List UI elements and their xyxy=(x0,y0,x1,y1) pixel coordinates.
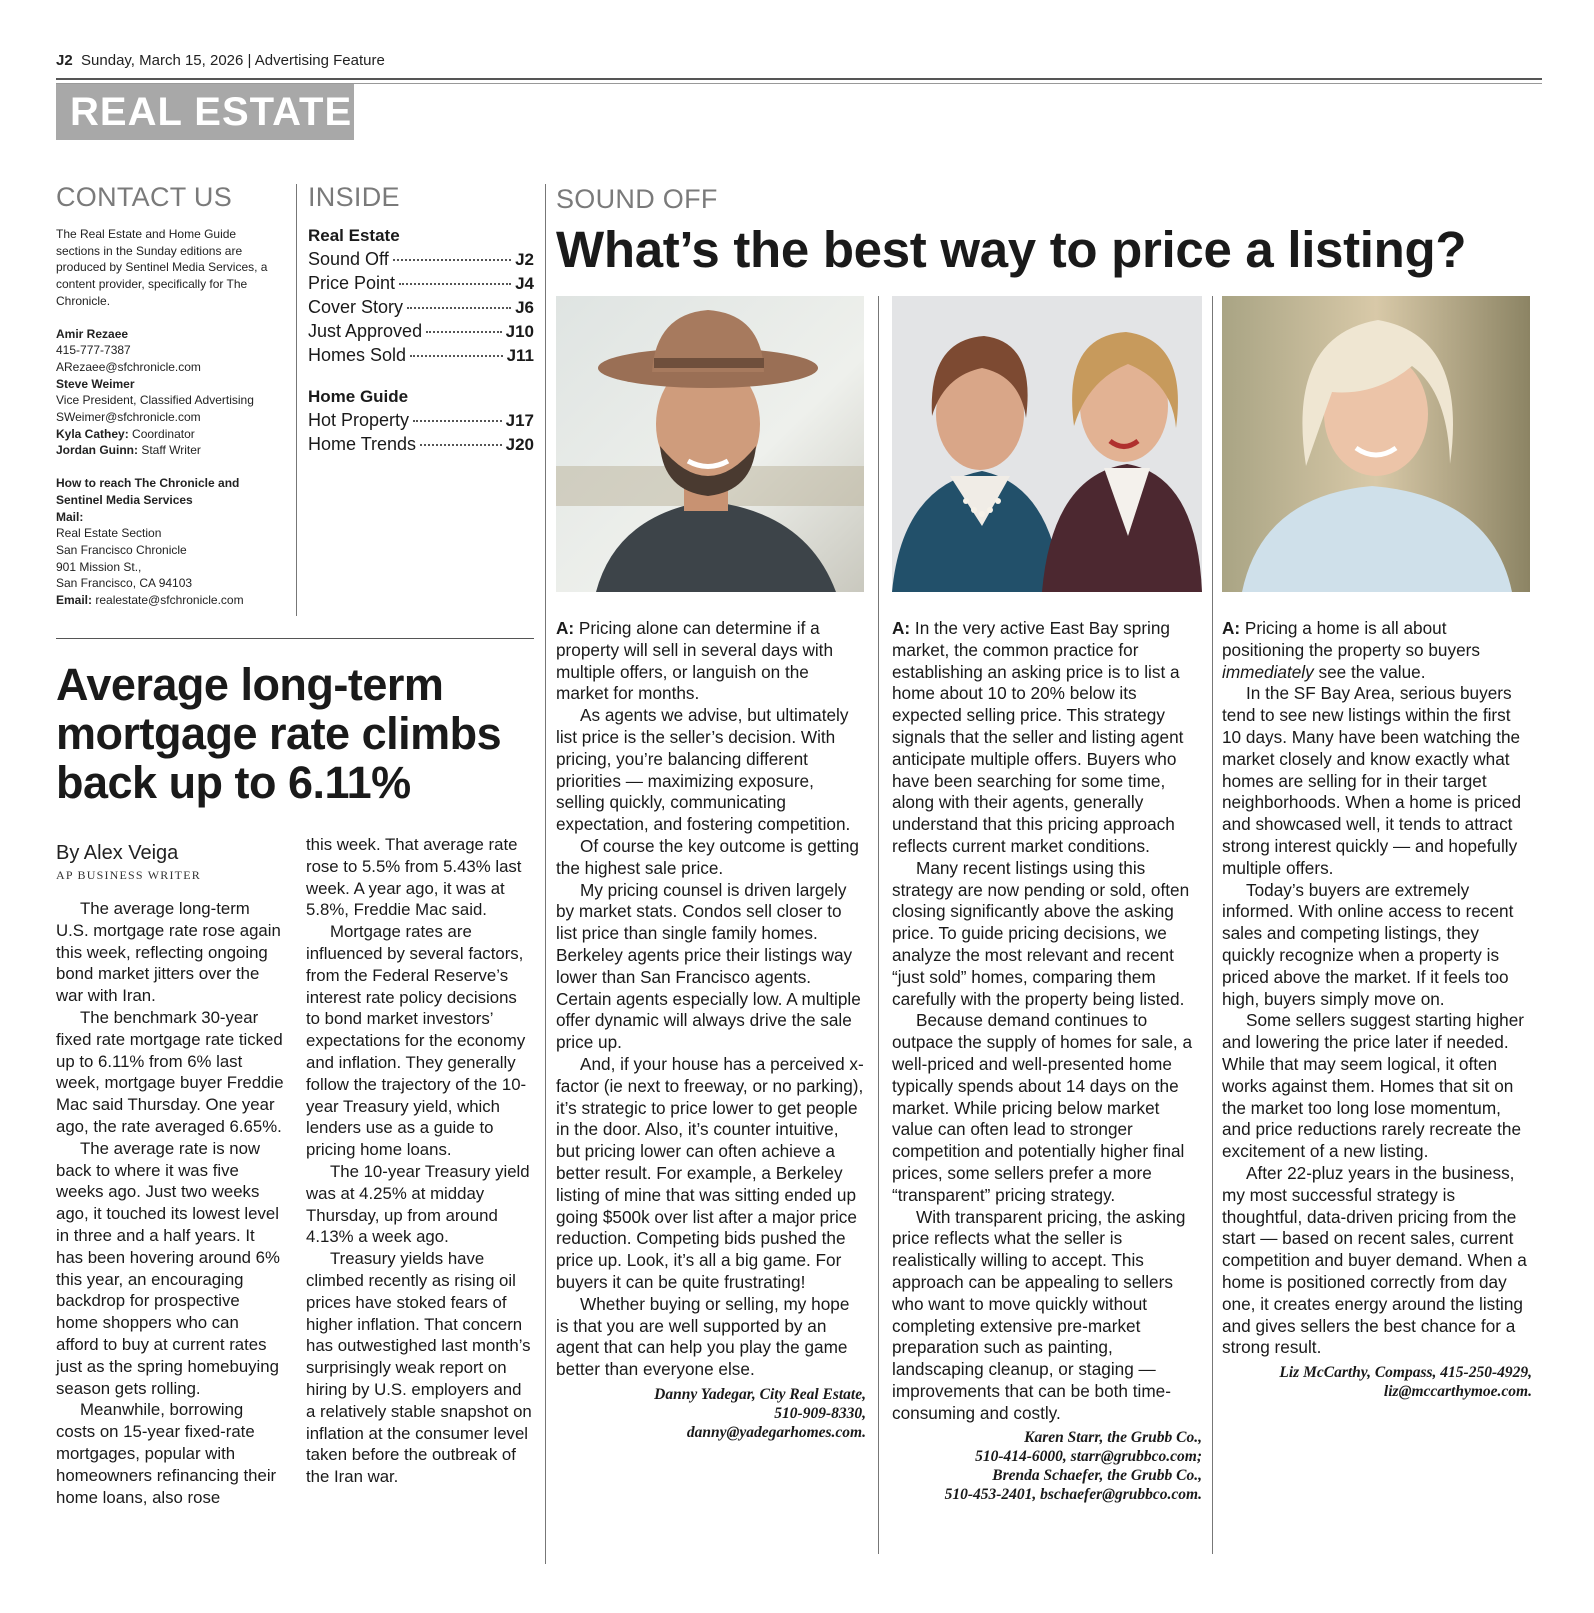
agent-signature: Liz McCarthy, Compass, 415-250-4929, liz@mccarthymoe.com. xyxy=(1222,1363,1532,1401)
toc-leader xyxy=(426,331,502,333)
mail-line: Real Estate Section xyxy=(56,526,162,541)
answer-body xyxy=(892,858,1202,1425)
column-rule xyxy=(1212,296,1213,1554)
toc-item[interactable] xyxy=(308,345,534,369)
header-rule xyxy=(56,78,1542,80)
folio-date: Sunday, March 15, 2026 | Advertising Feature xyxy=(81,52,385,69)
answer-column-liz xyxy=(1222,618,1532,1401)
answer-column-danny xyxy=(556,618,866,1442)
toc-item[interactable] xyxy=(308,410,534,434)
paragraph: The benchmark 30-year fixed rate mortgage rate ticked up to 6.11% from 6% last week, mortgage buyer Freddie Mac said Thursday. One year ago, the rate averaged 6.65%. xyxy=(56,1007,284,1136)
byline: By Alex Veiga xyxy=(56,842,179,864)
toc-leader xyxy=(410,355,503,357)
agent-email[interactable]: liz@mccarthymoe.com. xyxy=(1383,1383,1532,1401)
toc-label: Just Approved xyxy=(308,321,423,341)
toc-leader xyxy=(420,444,502,446)
paragraph: In the SF Bay Area, serious buyers tend to see new listings within the first 10 days. Many have been watching the market closely and know exactly what homes are selling for in their target neighborhoods. When a home is priced and showcased well, it tends to attract strong interest quickly — and hopefully multiple offers. xyxy=(1222,683,1522,878)
toc-page: J20 xyxy=(505,435,534,454)
paragraph: After 22-pluz years in the business, my most successful strategy is thoughtful, data-driven pricing from the start — based on recent sales, current competition and buyer demand. When a home is positioned correctly from day one, it creates energy around the listing and gives sellers the best chance for a strong result. xyxy=(1222,1162,1527,1358)
answer-column-grubb xyxy=(892,618,1202,1504)
story-divider xyxy=(56,638,534,639)
toc-item[interactable] xyxy=(308,434,534,458)
paragraph: Today’s buyers are extremely informed. With online access to recent sales and competing listings, they quickly recognize when a property is priced above the market. If it feels too high, buyers simply move on. xyxy=(1222,879,1514,1009)
paragraph: My pricing counsel is driven largely by market stats. Condos sell closer to list price than single family homes. Berkeley agents price their listings way lower than San Francisco agents. Certain agents especially low. A multiple offer dynamic will always drive the sale price up. xyxy=(556,879,861,1053)
contact-heading: CONTACT US xyxy=(56,182,233,212)
staff-phone: 415-777-7387 xyxy=(56,343,131,358)
paragraph: As agents we advise, but ultimately list price is the seller’s decision. With pricing, you’re balancing different priorities — maximizing exposure, selling quickly, communicating expectation, and fostering competition. xyxy=(556,705,851,835)
contact-staff xyxy=(56,326,276,460)
mail-line: San Francisco Chronicle xyxy=(56,542,187,557)
paragraph: Many recent listings using this strategy are now pending or sold, often closing significantly above the asking price. To guide pricing decisions, we analyze the most relevant and recent “just sold” homes, comparing them carefully with the property being listed. xyxy=(892,857,1190,1009)
toc-page: J4 xyxy=(515,274,534,293)
toc-leader xyxy=(413,420,502,422)
paragraph: Mortgage rates are influenced by several factors, from the Federal Reserve’s interest rate policy decisions to bond market investors’ expectations for the economy and inflation. They generally follow the trajectory of the 10-year Treasury yield, which lenders use as a guide to pricing home loans. xyxy=(306,922,527,1160)
byline-role: AP BUSINESS WRITER xyxy=(56,868,201,882)
reach-heading: How to reach The Chronicle and Sentinel Media Services xyxy=(56,476,240,507)
toc-leader xyxy=(393,259,511,261)
paragraph: Of course the key outcome is getting the highest sale price. xyxy=(556,835,859,878)
staff-name: Amir Rezaee xyxy=(56,326,129,341)
contact-reach xyxy=(56,475,276,609)
toc-list-home-guide xyxy=(308,410,534,458)
paragraph: The 10-year Treasury yield was at 4.25% at midday Thursday, up from around 4.13% a week ago. xyxy=(306,1161,530,1247)
paragraph: With transparent pricing, the asking price reflects what the seller is realistically willing to accept. This approach can be appealing to sellers who want to move quickly without completing extensive pre-market preparation such as painting, landscaping cleanup, or staging — improvements that can be both time-consuming and costly. xyxy=(892,1206,1186,1423)
paragraph: Whether buying or selling, my hope is that you are well supported by an agent that can help you play the game better than everyone else. xyxy=(556,1293,850,1380)
staff-name: Kyla Cathey: xyxy=(56,426,129,441)
column-rule xyxy=(545,184,546,1564)
agent-email[interactable]: 510-453-2401, bschaefer@grubbco.com. xyxy=(944,1486,1202,1504)
staff-title: Staff Writer xyxy=(141,443,201,458)
toc-label: Hot Property xyxy=(308,410,410,430)
toc-item[interactable] xyxy=(308,321,534,345)
mortgage-column-1 xyxy=(56,898,284,1508)
soundoff-title: What’s the best way to price a listing? xyxy=(556,221,1467,278)
agent-email[interactable]: danny@yadegarhomes.com. xyxy=(686,1423,866,1441)
toc-label: Price Point xyxy=(308,273,396,293)
answer-body xyxy=(556,705,866,1381)
soundoff-heading: SOUND OFF xyxy=(556,184,718,214)
inside-heading: INSIDE xyxy=(308,182,400,212)
contact-email-link[interactable]: realestate@sfchronicle.com xyxy=(95,593,244,608)
contact-block xyxy=(56,226,276,625)
inside-toc xyxy=(308,226,534,458)
mail-line: San Francisco, CA 94103 xyxy=(56,576,193,591)
toc-list-real-estate xyxy=(308,249,534,369)
toc-label: Homes Sold xyxy=(308,345,407,365)
paragraph: Some sellers suggest starting higher and lowering the price later if needed. While that may seem logical, it often works against them. Homes that sit on the market too long lose momentum, and price reductions rarely recreate the excitement of a new listing. xyxy=(1222,1010,1525,1162)
agent-photo-liz xyxy=(1222,296,1530,592)
paragraph: Treasury yields have climbed recently as rising oil prices have stoked fears of higher inflation. That concern has outwestighed last month’s surprisingly weak report on hiring by U.S. employers and a relatively stable snapshot on inflation at the consumer level taken before the outbreak of the Iran war. xyxy=(306,1249,532,1487)
toc-page: J2 xyxy=(515,250,534,269)
staff-title: Coordinator xyxy=(132,426,195,441)
toc-group-real-estate: Real Estate xyxy=(308,226,400,245)
agent-signature: Karen Starr, the Grubb Co., 510-414-6000, starr@grubbco.com; Brenda Schaefer, the Grubb Co., 510-453-2401, bschaefer@grubbco.com. xyxy=(892,1428,1202,1504)
agent-photo-karen-brenda xyxy=(892,296,1202,592)
column-rule xyxy=(878,296,879,1554)
staff-title: Vice President, Classified Advertising xyxy=(56,393,254,408)
email-label: Email: xyxy=(56,593,93,608)
mail-line: 901 Mission St., xyxy=(56,559,142,574)
answer-label: A: xyxy=(892,618,911,638)
page-folio xyxy=(56,52,385,69)
paragraph: The average rate is now back to where it was five weeks ago. Just two weeks ago, it touched its lowest level in three and a half years. It has been hovering around 6% this year, an encouraging backdrop for prospective home shoppers who can afford to buy at current rates just as the spring homebuying season gets rolling. xyxy=(56,1138,280,1398)
toc-leader xyxy=(407,307,511,309)
mortgage-column-2 xyxy=(306,834,534,1488)
toc-page: J10 xyxy=(505,322,534,341)
column-rule xyxy=(296,184,297,616)
staff-name: Steve Weimer xyxy=(56,376,135,391)
toc-leader xyxy=(399,283,511,285)
toc-page: J11 xyxy=(506,346,534,365)
mortgage-headline: Average long-term mortgage rate climbs back up to 6.11% xyxy=(56,659,502,808)
staff-email[interactable]: ARezaee@sfchronicle.com xyxy=(56,359,201,374)
staff-email[interactable]: SWeimer@sfchronicle.com xyxy=(56,410,201,425)
answer-lead: A: Pricing alone can determine if a property will sell in several days with multiple offers, or languish on the market for months. xyxy=(556,618,834,704)
toc-item[interactable] xyxy=(308,273,534,297)
toc-label: Cover Story xyxy=(308,297,404,317)
mail-label: Mail: xyxy=(56,509,84,524)
paragraph: Meanwhile, borrowing costs on 15-year fixed-rate mortgages, popular with homeowners refinancing their home loans, also rose xyxy=(56,1400,277,1507)
page-number: J2 xyxy=(56,52,73,69)
paragraph: And, if your house has a perceived x-factor (ie next to freeway, or no parking), it’s strategic to price lower to get people in the door. Also, it’s counter intuitive, but pricing lower can often achieve a better result. For example, a Berkeley listing of mine that was sitting ended up going $500k over list after a major price reduction. Competing bids pushed the price up. Look, it’s all a big game. For buyers it can be quite frustrating! xyxy=(556,1053,864,1292)
paragraph: The average long-term U.S. mortgage rate rose again this week, reflecting ongoing bond market jitters over the war with Iran. xyxy=(56,899,281,1006)
contact-intro: The Real Estate and Home Guide sections in the Sunday editions are produced by Sentinel Media Services, a content provider, specifically for The Chronicle. xyxy=(56,227,268,308)
agent-email[interactable]: 510-414-6000, starr@grubbco.com; xyxy=(975,1448,1202,1466)
toc-page: J6 xyxy=(515,298,534,317)
agent-photo-danny xyxy=(556,296,864,592)
answer-label: A: xyxy=(1222,618,1241,638)
answer-lead: A: Pricing a home is all about positioning the property so buyers immediately see the value. xyxy=(1222,618,1480,682)
toc-item[interactable] xyxy=(308,297,534,321)
paragraph: this week. That average rate rose to 5.5% from 5.43% last week. A year ago, it was at 5.8%, Freddie Mac said. xyxy=(306,835,522,920)
answer-lead: A: In the very active East Bay spring market, the common practice for establishing an asking price is to list a home about 10 to 20% below its expected selling price. This strategy signals that the seller and listing agent anticipate multiple offers. Buyers who have been searching for some time, along with their agents, generally understand that this pricing approach reflects current market conditions. xyxy=(892,618,1184,856)
toc-label: Home Trends xyxy=(308,434,417,454)
agent-signature: Danny Yadegar, City Real Estate, 510-909-8330, danny@yadegarhomes.com. xyxy=(556,1385,866,1442)
toc-page: J17 xyxy=(505,411,534,430)
staff-name: Jordan Guinn: xyxy=(56,443,138,458)
toc-group-home-guide: Home Guide xyxy=(308,387,409,406)
answer-body xyxy=(1222,683,1532,1359)
answer-label: A: xyxy=(556,618,575,638)
toc-item[interactable] xyxy=(308,249,534,273)
toc-label: Sound Off xyxy=(308,249,389,269)
section-banner: REAL ESTATE xyxy=(56,84,354,140)
paragraph: Because demand continues to outpace the supply of homes for sale, a well-priced and well-presented home typically spends about 14 days on the market. While pricing below market value can often lead to stronger competition and potentially higher final prices, some sellers prefer a more “transparent” pricing strategy. xyxy=(892,1010,1193,1205)
